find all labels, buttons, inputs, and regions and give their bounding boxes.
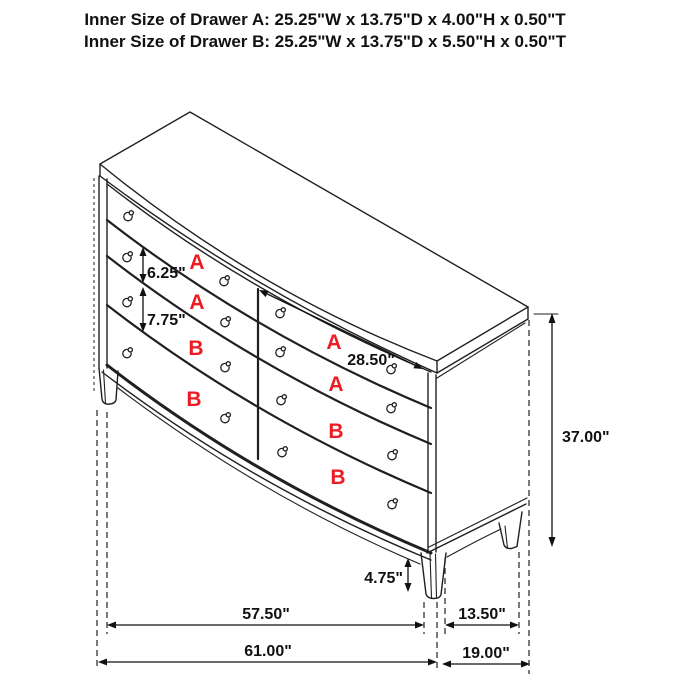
dimension-drawer-b-height (140, 287, 186, 332)
knob-left-col-d2-right (221, 317, 231, 327)
knob-left-col-d3-left (123, 297, 133, 307)
side-apron-arch (447, 529, 501, 557)
header (84, 10, 567, 51)
label-right-drawer4: B (330, 466, 346, 489)
dimension-leg-height (364, 558, 411, 592)
knob-left-col-d1-left (124, 211, 134, 221)
front-right-leg-seam2 (436, 554, 437, 598)
dimension-drawer-a-height (140, 247, 186, 283)
side-depth-value: 13.50" (458, 606, 506, 623)
base-molding-top (107, 365, 431, 553)
drawer-b-inner-size-text: Inner Size of Drawer B: 25.25"W x 13.75"D x 5.50"H x 0.50"T (83, 32, 567, 51)
knob-left-col-d3-right (221, 362, 231, 372)
dimension-front-width (107, 606, 424, 629)
dimension-side-depth (445, 606, 519, 629)
front-width-value: 57.50" (242, 606, 290, 623)
knob-left-col-d1-right (220, 276, 230, 286)
overall-width-value: 61.00" (244, 643, 292, 660)
dresser-legs (99, 368, 522, 599)
label-left-drawer2: A (189, 291, 205, 314)
label-left-drawer4: B (186, 388, 202, 411)
knob-right-col-d4-left (278, 447, 288, 457)
dimension-overall-depth (442, 645, 530, 668)
knob-right-col-d3-left (277, 395, 287, 405)
drawer-a-inner-size-text: Inner Size of Drawer A: 25.25"W x 13.75"D x 4.00"H x 0.50"T (84, 10, 566, 29)
leg-height-value: 4.75" (364, 570, 403, 587)
dresser-top (100, 112, 528, 373)
right-panel-bottom-edge (427, 504, 526, 553)
label-right-drawer1: A (326, 331, 342, 354)
label-right-drawer2: A (328, 373, 344, 396)
dimension-overall-width (98, 643, 437, 666)
back-right-leg (499, 512, 522, 549)
overall-height-value: 37.00" (562, 429, 610, 446)
knob-left-col-d2-left (123, 252, 133, 262)
knob-left-col-d4-left (123, 348, 133, 358)
knob-right-col-d4-right (388, 499, 398, 509)
knob-right-col-d2-left (276, 347, 286, 357)
knob-right-col-d1-left (276, 308, 286, 318)
front-left-leg (99, 368, 118, 404)
right-panel-bottom-inner (429, 498, 527, 547)
back-right-leg-seam (505, 526, 508, 548)
knob-left-col-d4-right (221, 413, 231, 423)
front-right-leg (421, 553, 446, 599)
label-left-drawer3: B (188, 337, 204, 360)
drawer-b-height-value: 7.75" (147, 312, 186, 329)
overall-depth-value: 19.00" (462, 645, 510, 662)
dimension-overall-height (534, 313, 610, 547)
label-left-drawer1: A (189, 251, 205, 274)
knob-right-col-d2-right (387, 403, 397, 413)
drawer-width-value: 28.50" (347, 352, 395, 369)
drawer-a-height-value: 6.25" (147, 265, 186, 282)
knob-right-col-d3-right (388, 450, 398, 460)
label-right-drawer3: B (328, 420, 344, 443)
